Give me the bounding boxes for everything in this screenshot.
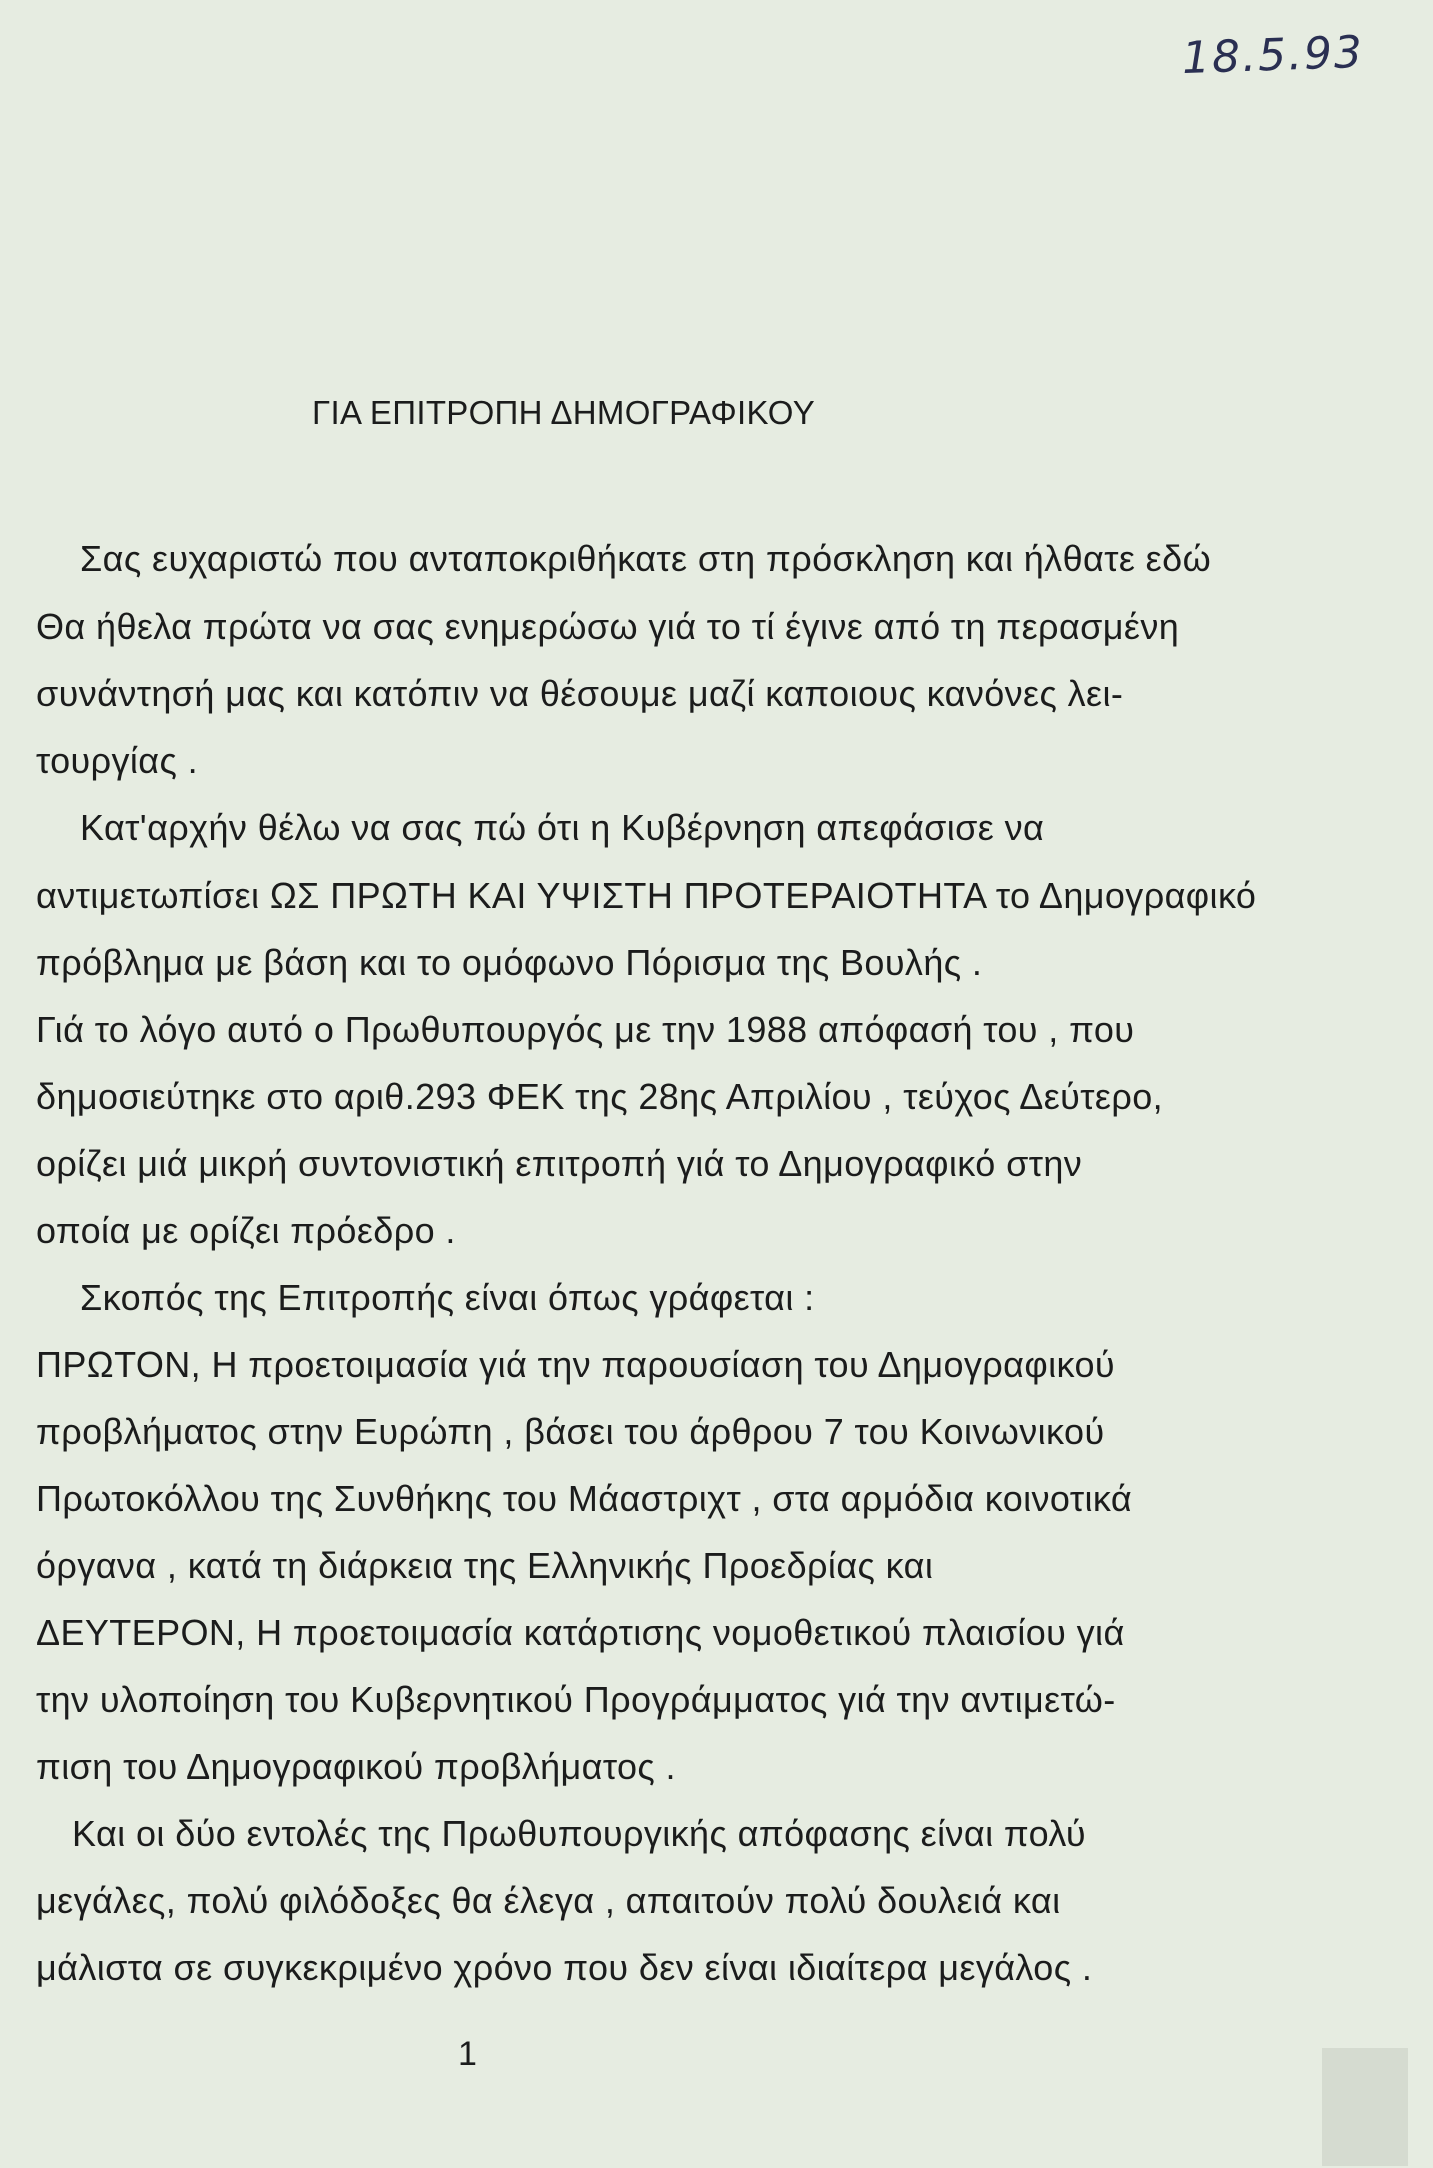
text-line: ΔΕΥΤΕΡΟΝ, Η προετοιμασία κατάρτισης νομοθετικού πλαισίου γιά [36,1612,1125,1653]
text-line: τουργίας . [36,740,199,781]
text-line: πιση του Δημογραφικού προβλήματος . [36,1746,676,1787]
handwritten-date: 18.5.93 [1181,26,1365,85]
scan-corner-mark [1322,2048,1408,2166]
text-line: ΠΡΩΤΟΝ, Η προετοιμασία γιά την παρουσίαση του Δημογραφικού [36,1344,1115,1385]
text-line: Γιά το λόγο αυτό ο Πρωθυπουργός με την 1988 απόφασή του , που [36,1009,1135,1050]
text-line: την υλοποίηση του Κυβερνητικού Προγράμματος γιά την αντιμετώ- [36,1679,1116,1720]
text-line: Σας ευχαριστώ που ανταποκριθήκατε στη πρόσκληση και ήλθατε εδώ [80,538,1212,579]
text-line: Θα ήθελα πρώτα να σας ενημερώσω γιά το τί έγινε από τη περασμένη [36,606,1180,647]
text-line: Σκοπός της Επιτροπής είναι όπως γράφεται : [80,1277,815,1318]
text-line: συνάντησή μας και κατόπιν να θέσουμε μαζί καποιους κανόνες λει- [36,673,1124,714]
text-line: Πρωτοκόλλου της Συνθήκης του Μάαστριχτ , στα αρμόδια κοινοτικά [36,1478,1133,1519]
text-line: οποία με ορίζει πρόεδρο . [36,1210,456,1251]
text-line: προβλήματος στην Ευρώπη , βάσει του άρθρου 7 του Κοινωνικού [36,1411,1105,1452]
text-line: Κατ'αρχήν θέλω να σας πώ ότι η Κυβέρνηση απεφάσισε να [80,807,1045,848]
document-title: ΓΙΑ ΕΠΙΤΡΟΠΗ ΔΗΜΟΓΡΑΦΙΚΟΥ [312,394,815,431]
text-line: όργανα , κατά τη διάρκεια της Ελληνικής Προεδρίας και [36,1545,934,1586]
text-line: πρόβλημα με βάση και το ομόφωνο Πόρισμα της Βουλής . [36,942,983,983]
text-line: αντιμετωπίσει ΩΣ ΠΡΩΤΗ ΚΑΙ ΥΨΙΣΤΗ ΠΡΟΤΕΡΑΙΟΤΗΤΑ το Δημογραφικό [36,875,1257,916]
text-line: μάλιστα σε συγκεκριμένο χρόνο που δεν είναι ιδιαίτερα μεγάλος . [36,1947,1093,1988]
text-line: Και οι δύο εντολές της Πρωθυπουργικής απόφασης είναι πολύ [72,1813,1086,1854]
text-line: ορίζει μιά μικρή συντονιστική επιτροπή γιά το Δημογραφικό στην [36,1143,1083,1184]
text-line: δημοσιεύτηκε στο αριθ.293 ΦΕΚ της 28ης Απριλίου , τεύχος Δεύτερο, [36,1076,1164,1117]
page-number: 1 [458,2035,477,2073]
text-line: μεγάλες, πολύ φιλόδοξες θα έλεγα , απαιτούν πολύ δουλειά και [36,1880,1061,1921]
